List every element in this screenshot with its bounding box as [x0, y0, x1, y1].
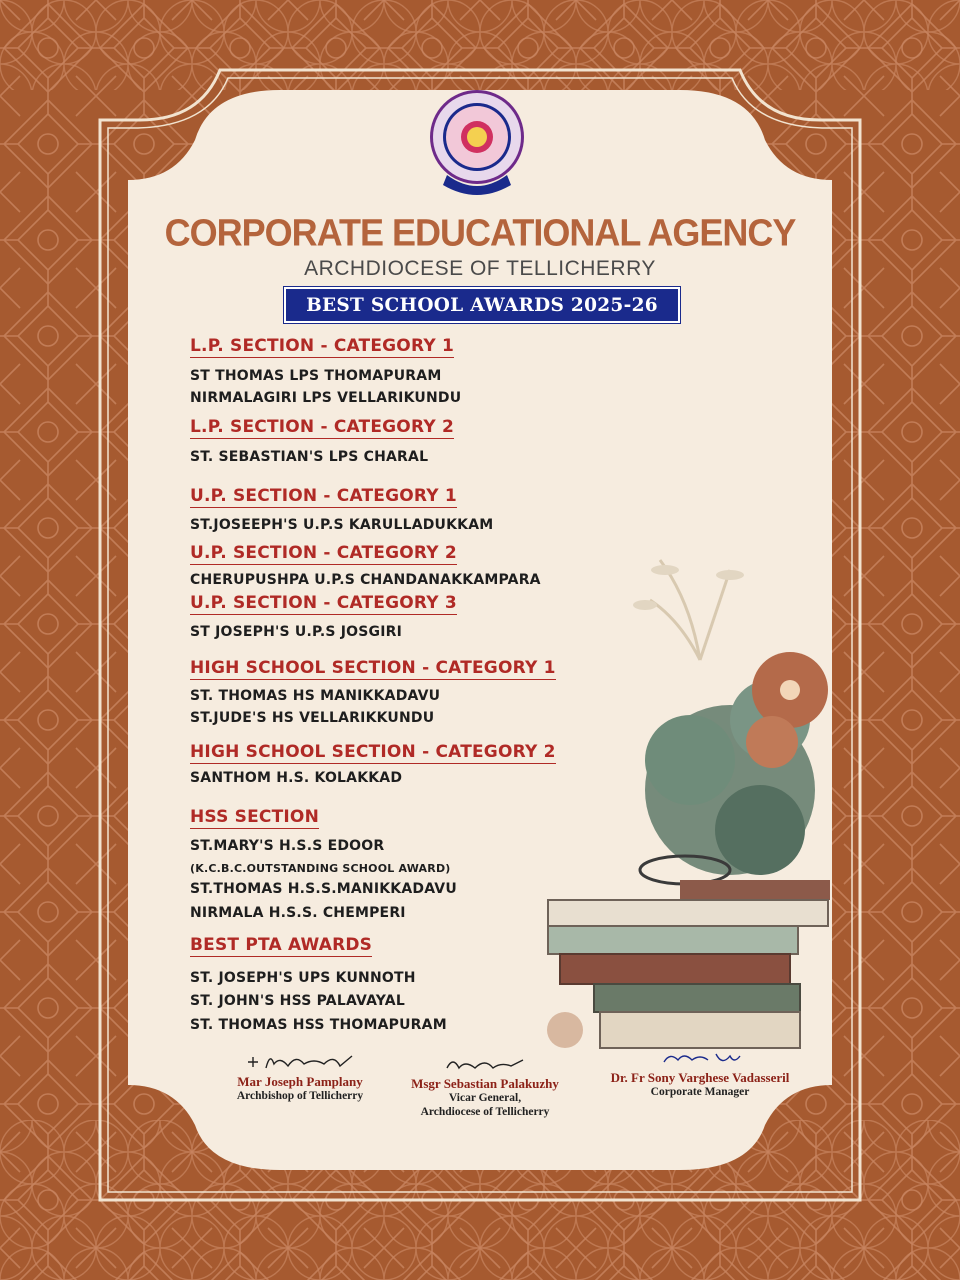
- signatory-name: Dr. Fr Sony Varghese Vadasseril: [610, 1070, 790, 1085]
- award-item: ST. THOMAS HSS THOMAPURAM: [190, 1017, 447, 1033]
- signature-block-vicar-general: [385, 1054, 585, 1119]
- award-item: NIRMALA H.S.S. CHEMPERI: [190, 905, 406, 921]
- award-item: ST. SEBASTIAN'S LPS CHARAL: [190, 449, 429, 465]
- section-heading: L.P. SECTION - CATEGORY 2: [190, 417, 454, 437]
- signatory-name: Mar Joseph Pamplany: [237, 1074, 363, 1089]
- section-heading: HIGH SCHOOL SECTION - CATEGORY 1: [190, 658, 556, 678]
- signatory-role-line2: Archdiocese of Tellicherry: [420, 1106, 550, 1118]
- award-item: ST.JOSEEPH'S U.P.S KARULLADUKKAM: [190, 517, 494, 533]
- signature-block-corporate-manager: [600, 1046, 800, 1099]
- agency-subtitle: ARCHDIOCESE OF TELLICHERRY: [304, 257, 656, 280]
- section-heading: U.P. SECTION - CATEGORY 1: [190, 486, 457, 506]
- section-heading: U.P. SECTION - CATEGORY 2: [190, 543, 457, 563]
- award-item: NIRMALAGIRI LPS VELLARIKUNDU: [190, 390, 462, 406]
- handwritten-signature: [650, 1046, 750, 1070]
- signatory-name: Msgr Sebastian Palakuzhy: [411, 1076, 559, 1091]
- award-item: CHERUPUSHPA U.P.S CHANDANAKKAMPARA: [190, 572, 541, 588]
- section-heading: U.P. SECTION - CATEGORY 3: [190, 593, 457, 613]
- award-note: (K.C.B.C.OUTSTANDING SCHOOL AWARD): [190, 862, 451, 875]
- award-item: ST.JUDE'S HS VELLARIKKUNDU: [190, 710, 435, 726]
- handwritten-signature: [240, 1048, 360, 1074]
- award-item: SANTHOM H.S. KOLAKKAD: [190, 770, 403, 786]
- signature-block-archbishop: [210, 1048, 390, 1103]
- award-item: ST. JOHN'S HSS PALAVAYAL: [190, 993, 405, 1009]
- award-item: ST.THOMAS H.S.S.MANIKKADAVU: [190, 881, 457, 897]
- signatory-role: Vicar General,: [448, 1092, 522, 1104]
- award-item: ST. JOSEPH'S UPS KUNNOTH: [190, 970, 416, 986]
- section-heading: L.P. SECTION - CATEGORY 1: [190, 336, 454, 356]
- section-heading: HSS SECTION: [190, 807, 320, 827]
- award-item: ST JOSEPH'S U.P.S JOSGIRI: [190, 624, 403, 640]
- section-heading: HIGH SCHOOL SECTION - CATEGORY 2: [190, 742, 556, 762]
- signatory-role: Corporate Manager: [650, 1086, 750, 1098]
- awards-banner: BEST SCHOOL AWARDS 2025-26: [284, 287, 680, 323]
- signatory-role: Archbishop of Tellicherry: [236, 1090, 364, 1102]
- award-item: ST.MARY'S H.S.S EDOOR: [190, 838, 385, 854]
- award-item: ST THOMAS LPS THOMAPURAM: [190, 368, 442, 384]
- agency-title: CORPORATE EDUCATIONAL AGENCY: [164, 210, 796, 254]
- handwritten-signature: [435, 1054, 535, 1076]
- section-heading: BEST PTA AWARDS: [190, 935, 373, 955]
- award-item: ST. THOMAS HS MANIKKADAVU: [190, 688, 441, 704]
